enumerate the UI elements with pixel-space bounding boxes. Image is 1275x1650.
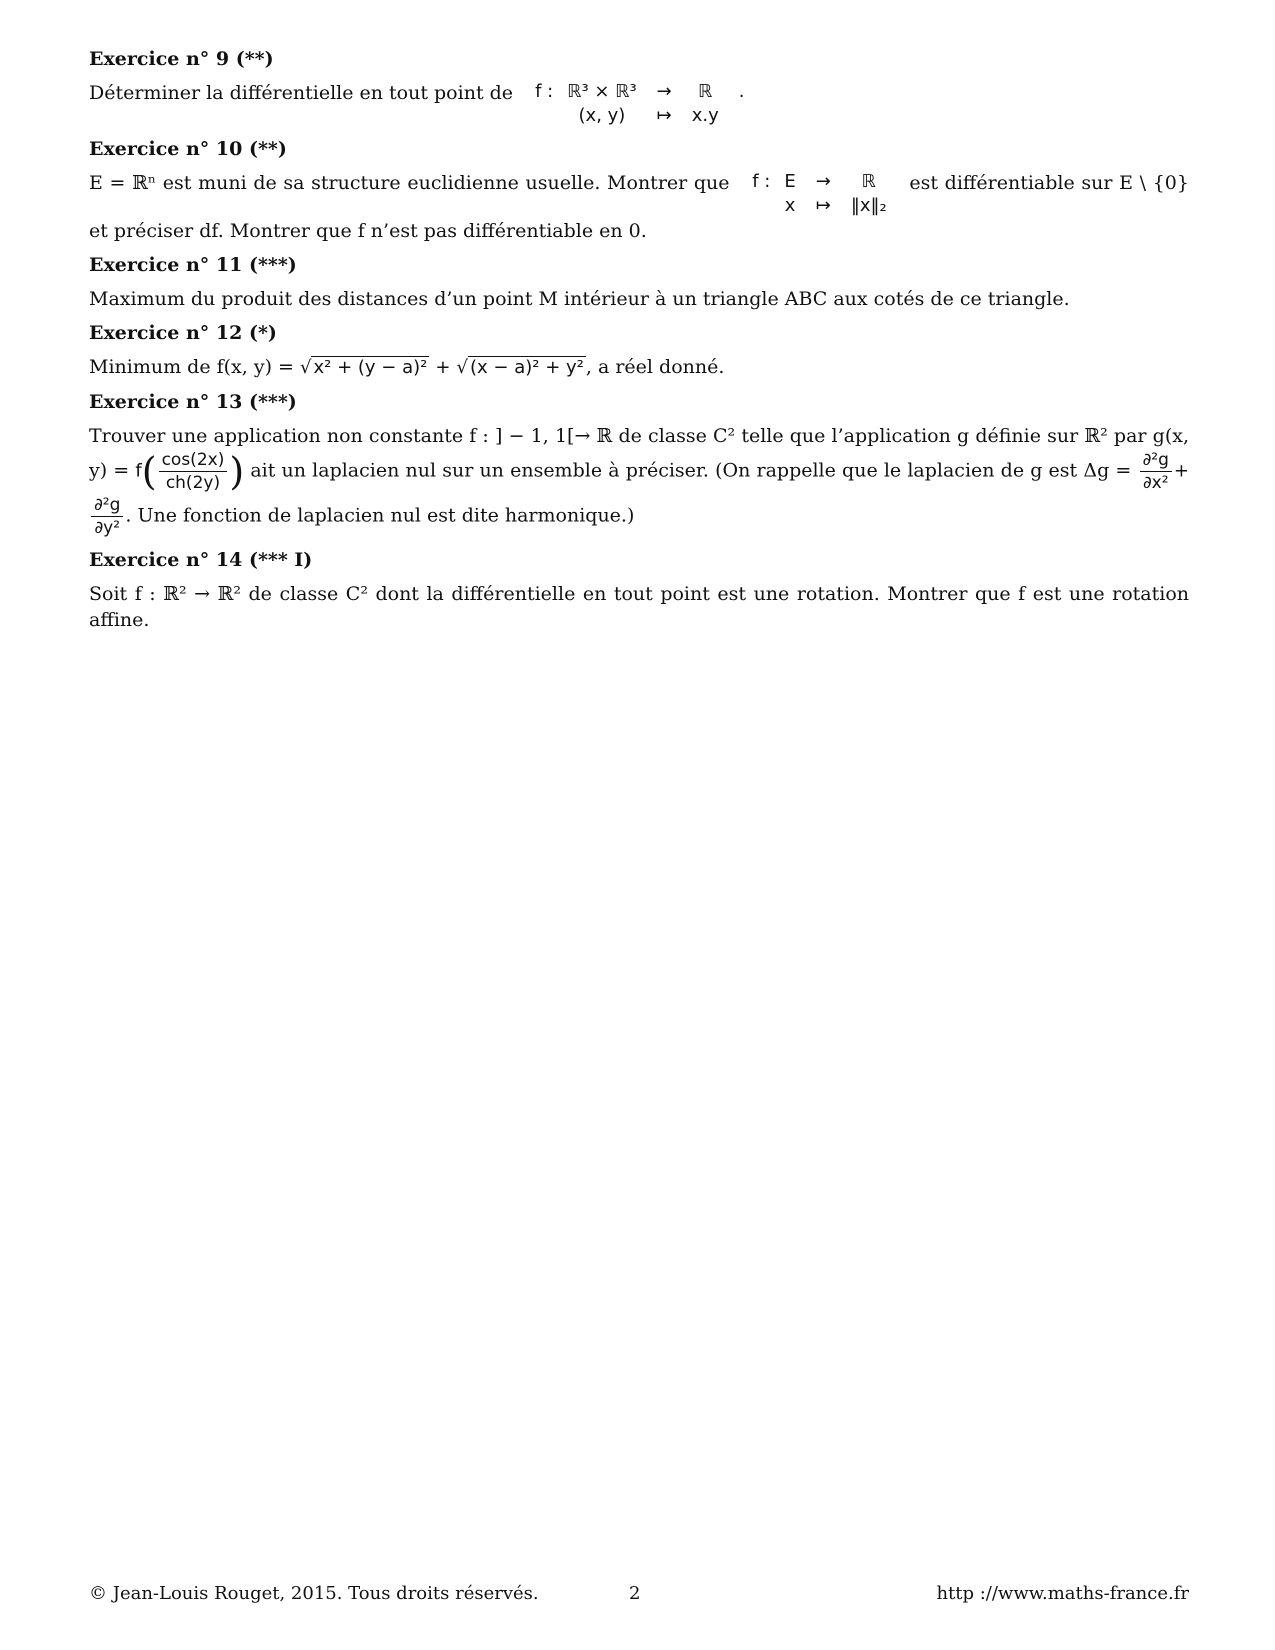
map-domain: ℝ³ × ℝ³ xyxy=(567,81,637,102)
exercise-text: Minimum de f(x, y) = xyxy=(89,356,294,378)
fraction xyxy=(159,449,228,494)
map-variable: (x, y) xyxy=(578,105,626,126)
partial-derivative-y xyxy=(91,494,123,539)
exercise-text: , a réel donné. xyxy=(585,356,725,378)
map-mapsto: ↦ xyxy=(815,195,831,216)
footer-copyright: © Jean-Louis Rouget, 2015. Tous droits réservés. xyxy=(89,1583,539,1604)
exercise-title: Exercice n° 14 (*** I) xyxy=(89,549,313,571)
map-mapsto: ↦ xyxy=(656,105,672,126)
exercise-title: Exercice n° 11 (***) xyxy=(89,254,297,276)
left-paren: ( xyxy=(141,449,157,494)
sqrt-sign: √ xyxy=(300,357,312,378)
exercise-text: est différentiable sur E \ {0} et préciser df. Montrer que f n’est pas différentiable en 0. xyxy=(89,172,1189,242)
map-image: x.y xyxy=(691,105,719,126)
exercise-text: Trouver une application non constante f : ] − 1, 1[→ ℝ de classe C² telle que l’application g définie sur ℝ² par g(x, y) = xyxy=(89,425,1189,482)
exercise-title: Exercice n° 13 (***) xyxy=(89,391,297,413)
exercise-body xyxy=(89,80,1189,128)
map-name: f : xyxy=(752,171,771,192)
fraction-numerator: ∂²g xyxy=(91,494,123,517)
function-name: f xyxy=(135,460,142,482)
exercise-body xyxy=(89,423,1189,539)
plus-sign: + xyxy=(1173,460,1189,482)
footer-url[interactable]: http ://www.maths-france.fr xyxy=(936,1583,1189,1604)
map-domain: E xyxy=(784,171,796,192)
map-name: f : xyxy=(535,81,554,102)
sqrt-sign: √ xyxy=(456,357,469,378)
exercise-text: E = ℝⁿ est muni de sa structure euclidienne usuelle. Montrer que xyxy=(89,172,730,194)
map-arrow: → xyxy=(656,81,672,102)
exercise-13 xyxy=(89,389,1189,539)
map-arrow: → xyxy=(815,171,831,192)
mapping-table xyxy=(742,170,896,218)
exercise-text: Maximum du produit des distances d’un point M intérieur à un triangle ABC aux cotés de ce triangle. xyxy=(89,288,1070,310)
fraction-denominator: ∂y² xyxy=(94,518,121,538)
fraction-numerator: cos(2x) xyxy=(159,449,228,472)
plus-sign: + xyxy=(435,357,451,378)
exercise-text: Déterminer la différentielle en tout point de xyxy=(89,82,514,104)
exercise-title: Exercice n° 10 (**) xyxy=(89,138,287,160)
map-codomain: ℝ xyxy=(861,171,876,192)
map-codomain: ℝ xyxy=(698,81,713,102)
map-variable: x xyxy=(784,195,796,216)
exercise-12 xyxy=(89,320,1189,381)
exercise-text: Soit f : ℝ² → ℝ² de classe C² dont la différentielle en tout point est une rotation. Montrer que f est une rotation affine. xyxy=(89,583,1189,631)
exercise-title: Exercice n° 9 (**) xyxy=(89,48,274,70)
fraction-numerator: ∂²g xyxy=(1140,449,1172,472)
exercise-body xyxy=(89,170,1189,244)
partial-derivative-x xyxy=(1140,449,1172,494)
sqrt-term-2: (x − a)² + y² xyxy=(470,357,584,378)
footer-page-number: 2 xyxy=(629,1583,641,1604)
right-paren: ) xyxy=(229,449,245,494)
exercise-10 xyxy=(89,136,1189,244)
exercise-body xyxy=(89,354,1189,381)
exercise-title: Exercice n° 12 (*) xyxy=(89,322,277,344)
map-image: ‖x‖₂ xyxy=(850,195,887,216)
exercise-11 xyxy=(89,252,1189,312)
exercise-text: ait un laplacien nul sur un ensemble à préciser. (On rappelle que le laplacien de g est Δg = xyxy=(250,459,1132,482)
fraction-denominator: ∂x² xyxy=(1142,473,1169,493)
exercise-14 xyxy=(89,547,1189,633)
document-page xyxy=(89,46,1189,641)
exercise-text: . Une fonction de laplacien nul est dite harmonique.) xyxy=(125,504,635,527)
map-after: . xyxy=(738,81,745,102)
fraction-denominator: ch(2y) xyxy=(165,473,221,493)
mapping-table xyxy=(525,80,754,128)
sqrt-term-1: x² + (y − a)² xyxy=(313,357,428,378)
exercise-9 xyxy=(89,46,1189,128)
